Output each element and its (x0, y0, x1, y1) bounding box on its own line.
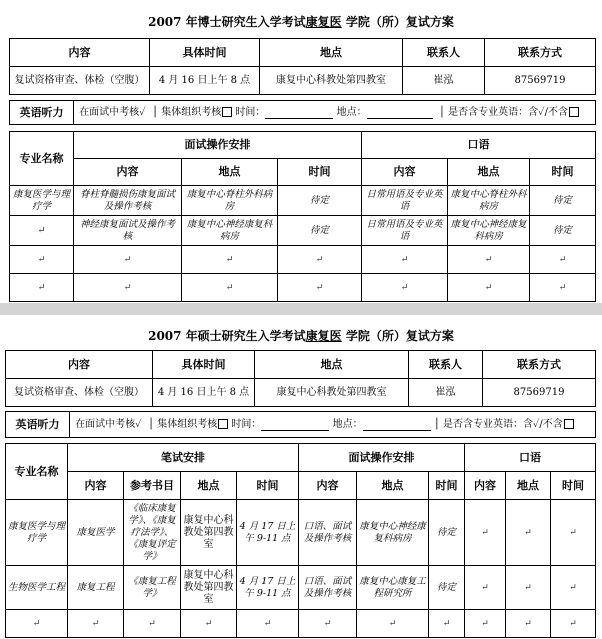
empty-cell: ↵ (362, 274, 448, 302)
sub-header-content: 内容 (362, 159, 448, 186)
sub-header-time: 时间 (530, 159, 596, 186)
header-place: 地点 (255, 351, 409, 379)
empty-cell: ↵ (74, 246, 182, 274)
cell-content: 日常用语及专业英语 (362, 216, 448, 246)
header-content: 内容 (10, 39, 150, 67)
sub-header-place: 地点 (181, 472, 237, 500)
header-contact: 联系人 (409, 351, 483, 379)
empty-cell: ↵ (465, 566, 506, 610)
header-contact: 联系人 (403, 39, 485, 67)
empty-cell: ↵ (357, 610, 429, 638)
cell-time: 待定 (278, 216, 362, 246)
cell-place: 康复中心科教处第四教室 (181, 566, 237, 610)
empty-cell: ↵ (278, 274, 362, 302)
header-time: 具体时间 (150, 39, 260, 67)
listening-label: 英语听力 (10, 101, 74, 125)
cell-place: 康复中心脊柱外科病房 (182, 186, 278, 216)
doc2-listening-table (5, 411, 596, 438)
table-row (10, 246, 596, 274)
listening-options: 在面试中考核✓ │ 集体组织考核 时间： 地点： │ 是否含专业英语：含✓/不含 (70, 412, 596, 438)
empty-cell: ↵ (68, 610, 124, 638)
sub-header-content: 内容 (68, 472, 124, 500)
empty-cell: ↵ (124, 610, 181, 638)
table-row (6, 566, 596, 610)
checkbox-no[interactable] (569, 107, 579, 117)
empty-cell: ↵ (278, 246, 362, 274)
empty-cell: ↵ (181, 610, 237, 638)
table-row (10, 274, 596, 302)
major-header: 专业名称 (6, 444, 68, 500)
doc1-schedule-table (9, 131, 596, 302)
info-phone: 87569719 (483, 379, 596, 407)
info-contact: 崔泓 (403, 67, 485, 95)
empty-cell: ↵ (551, 610, 596, 638)
info-phone: 87569719 (485, 67, 596, 95)
cell-time: 4 月 17 日上午 9-11 点 (237, 566, 299, 610)
table-row (10, 186, 596, 216)
sub-header-time: 时间 (429, 472, 465, 500)
cell-time: 待定 (429, 566, 465, 610)
table-row (6, 500, 596, 566)
interview-header: 面试操作安排 (299, 444, 465, 472)
sub-header-content: 内容 (299, 472, 357, 500)
cell-major: 康复医学与理疗学 (6, 500, 68, 566)
empty-cell: ↵ (10, 274, 74, 302)
checkbox-no[interactable] (564, 419, 574, 429)
empty-cell: ↵ (362, 246, 448, 274)
doc1-title: 2007 年博士研究生入学考试康复医 学院（所）复试方案 (148, 15, 454, 29)
cell-major: ↵ (10, 216, 74, 246)
info-contact: 崔泓 (409, 379, 483, 407)
oral-header: 口语 (362, 132, 596, 159)
empty-cell: ↵ (299, 610, 357, 638)
header-phone: 联系方式 (483, 351, 596, 379)
doc1-listening-table (9, 100, 596, 125)
cell-refs: 《康复工程学》 (124, 566, 181, 610)
interview-header: 面试操作安排 (74, 132, 362, 159)
cell-refs: 《临床康复学》、《康复疗法学》、《康复评定学》 (124, 500, 181, 566)
empty-cell: ↵ (530, 274, 596, 302)
cell-place: 康复中心神经康复科病房 (357, 500, 429, 566)
cell-time: 待定 (530, 186, 596, 216)
cell-place: 康复中心神经康复科病房 (182, 216, 278, 246)
empty-cell: ↵ (448, 274, 530, 302)
checkbox-group[interactable] (218, 419, 228, 429)
cell-major: 生物医学工程 (6, 566, 68, 610)
cell-content: 康复医学 (68, 500, 124, 566)
sub-header-refs: 参考书目 (124, 472, 181, 500)
cell-place: 康复中心神经康复科病房 (448, 216, 530, 246)
empty-cell: ↵ (182, 246, 278, 274)
cell-content: 脊柱脊髓损伤康复面试及操作考核 (74, 186, 182, 216)
cell-content: 神经康复面试及操作考核 (74, 216, 182, 246)
empty-cell: ↵ (551, 566, 596, 610)
empty-cell: ↵ (506, 500, 551, 566)
cell-content: 日常用语及专业英语 (362, 186, 448, 216)
cell-place: 康复中心康复工程研究所 (357, 566, 429, 610)
empty-cell: ↵ (448, 246, 530, 274)
listening-options: 在面试中考核✓ │ 集体组织考核 时间： 地点： │ 是否含专业英语：含✓/不含 (74, 101, 596, 125)
empty-cell: ↵ (465, 500, 506, 566)
sub-header-place: 地点 (448, 159, 530, 186)
major-header: 专业名称 (10, 132, 74, 186)
cell-content: 口语、面试及操作考核 (299, 500, 357, 566)
empty-cell: ↵ (506, 566, 551, 610)
sub-header-time: 时间 (551, 472, 596, 500)
cell-time: 待定 (278, 186, 362, 216)
info-place: 康复中心科教处第四教室 (255, 379, 409, 407)
info-time: 4 月 16 日上午 8 点 (153, 379, 255, 407)
cell-content: 口语、面试及操作考核 (299, 566, 357, 610)
sub-header-content: 内容 (74, 159, 182, 186)
sub-header-time: 时间 (237, 472, 299, 500)
doc1-info-table (9, 38, 596, 95)
sub-header-place: 地点 (506, 472, 551, 500)
empty-cell: ↵ (182, 274, 278, 302)
header-time: 具体时间 (153, 351, 255, 379)
header-phone: 联系方式 (485, 39, 596, 67)
sub-header-place: 地点 (182, 159, 278, 186)
table-row (10, 216, 596, 246)
checkbox-group[interactable] (222, 107, 232, 117)
info-time: 4 月 16 日上午 8 点 (150, 67, 260, 95)
oral-header: 口语 (465, 444, 596, 472)
empty-cell: ↵ (6, 610, 68, 638)
info-content: 复试资格审查、体检（空腹） (6, 379, 153, 407)
info-content: 复试资格审查、体检（空腹） (10, 67, 150, 95)
doc2-info-table (5, 350, 596, 407)
cell-content: 康复工程 (68, 566, 124, 610)
cell-time: 4 月 17 日上午 9-11 点 (237, 500, 299, 566)
empty-cell: ↵ (237, 610, 299, 638)
header-place: 地点 (260, 39, 403, 67)
written-header: 笔试安排 (68, 444, 299, 472)
empty-cell: ↵ (465, 610, 506, 638)
table-row (6, 610, 596, 638)
header-content: 内容 (6, 351, 153, 379)
empty-cell: ↵ (551, 500, 596, 566)
cell-time: 待定 (530, 216, 596, 246)
empty-cell: ↵ (10, 246, 74, 274)
doc2-schedule-table (5, 443, 596, 638)
empty-cell: ↵ (530, 246, 596, 274)
doc2-title: 2007 年硕士研究生入学考试康复医 学院（所）复试方案 (148, 329, 454, 343)
listening-label: 英语听力 (6, 412, 70, 438)
info-place: 康复中心科教处第四教室 (260, 67, 403, 95)
empty-cell: ↵ (506, 610, 551, 638)
sub-header-content: 内容 (465, 472, 506, 500)
cell-major: 康复医学与理疗学 (10, 186, 74, 216)
cell-place: 康复中心脊柱外科病房 (448, 186, 530, 216)
empty-cell: ↵ (429, 610, 465, 638)
empty-cell: ↵ (74, 274, 182, 302)
cell-time: 待定 (429, 500, 465, 566)
page-break (0, 303, 602, 315)
cell-place: 康复中心科教处第四教室 (181, 500, 237, 566)
sub-header-time: 时间 (278, 159, 362, 186)
sub-header-place: 地点 (357, 472, 429, 500)
